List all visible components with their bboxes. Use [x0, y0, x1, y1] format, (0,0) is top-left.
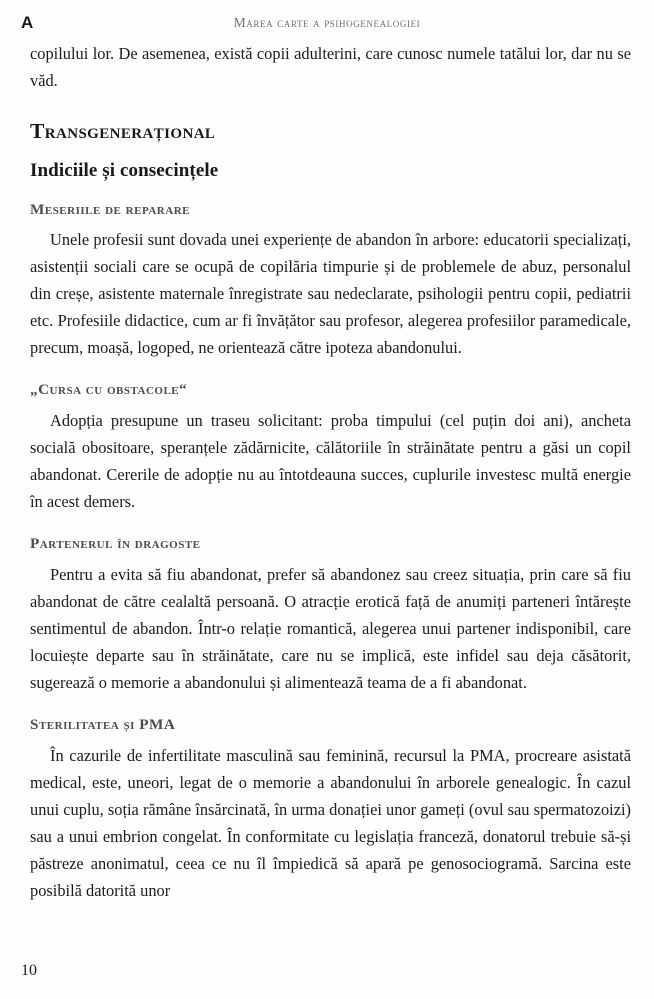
subsection-paragraph-meserii: Unele profesii sunt dovada unei experiențe de abandon în arbore: educatorii specializați, asistenții sociali care se ocupă de copilăria timpurie și de problemele de abuz, personalul din creșe, asistente maternale înregistrate sau nedeclarate, psihologii pentru copii, pediatrii etc. Profesiile didactice, cum ar fi învățător sau profesor, alegerea profesiilor paramedicale, precum, moașă, logoped, ne orientează către ipoteza abandonului.	[30, 230, 631, 358]
subsection-paragraph-partener: Pentru a evita să fiu abandonat, prefer să abandonez sau creez situația, prin care să fiu abandonat de către cealaltă persoană. O atracție erotică față de anumiți parteneri întărește sentimentul de abandon. Într-o relație romantică, alegerea unui partener indisponibil, care locuiește departe sau în străinătate, care nu se implică, este infidel sau deja căsătorit, sugerează o memorie a abandonului și alimentează teama de a fi abandonat.	[30, 565, 631, 693]
subsection-heading-sterilitate: Sterilitatea și PMA	[30, 716, 176, 734]
running-head-title: Marea carte a psihogenealogiei	[233, 15, 421, 30]
section-heading: Indiciile și consecințele	[30, 159, 219, 181]
subsection-paragraph-cursa: Adopția presupune un traseu solicitant: proba timpului (cel puțin doi ani), ancheta socială obositoare, speranțele zădărnicite, călătoriile în străinătate pentru a găsi un copil abandonat. Cererile de adopție nu au întotdeauna succes, cuplurile investesc multă energie în acest demers.	[30, 411, 631, 512]
page-number: 10	[21, 962, 37, 979]
subsection-heading-meserii: Meseriile de reparare	[30, 200, 190, 218]
text-column	[30, 40, 631, 904]
chapter-marker: A	[21, 13, 34, 32]
running-head	[0, 8, 654, 36]
continued-paragraph: copilului lor. De asemenea, există copii adulterini, care cunosc numele tatălui lor, dar nu se văd.	[30, 44, 631, 90]
chapter-heading: Transgenerațional	[30, 119, 216, 143]
subsection-paragraph-sterilitate: În cazurile de infertilitate masculină sau feminină, recursul la PMA, procreare asistată medical, este, uneori, legat de o memorie a abandonului în arborele genealogic. În cazul unui cuplu, soția rămâne însărcinată, în urma donației unor gameți (ovul sau spermatozoizi) sau a unui embrion congelat. În conformitate cu legislația franceză, donatorul trebuie să-și păstreze anonimatul, ceea ce nu îl împiedică să apară pe genosociogramă. Sarcina este posibilă datorită unor	[30, 746, 631, 901]
subsection-heading-cursa: „Cursa cu obstacole“	[30, 381, 188, 399]
subsection-heading-partener: Partenerul în dragoste	[30, 535, 201, 553]
